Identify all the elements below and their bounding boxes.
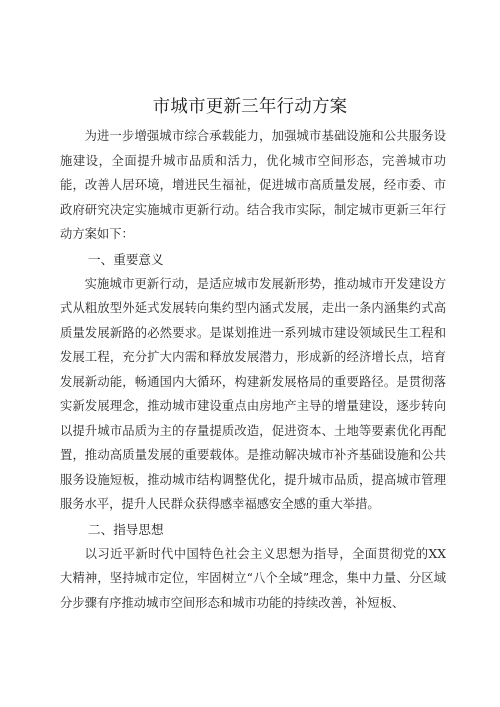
document-body (60, 124, 446, 615)
section-body-significance: 实施城市更新行动，是适应城市发展新形势，推动城市开发建设方式从粗放型外延式发展转向集约型内涵式发展，走出一条内涵集约式高质量发展新路的必然要求。是谋划推进一系列城市建设领域民生工程和发展工程，充分扩大内需和释放发展潜力，形成新的经济增长点，培育发展新动能，畅通国内大循环，构建新发展格局的重要路径。是贯彻落实新发展理念，推动城市建设重点由房地产主导的增量建设，逐步转向以提升城市品质为主的存量提质改造，促进资本、土地等要素优化再配置，推动高质量发展的重要载体。是推动解决城市补齐基础设施和公共服务设施短板，推动城市结构调整优化，提升城市品质，提高城市管理服务水平，提升人民群众获得感幸福感安全感的重大举措。 (60, 276, 446, 511)
section-heading-significance: 一、重要意义 (88, 251, 164, 267)
document-title: 市城市更新三年行动方案 (152, 97, 348, 117)
section-body-guiding-ideology: 以习近平新时代中国特色社会主义思想为指导，全面贯彻党的XX大精神，坚持城市定位，牢固树立“八个全域”理念，集中力量、分区域分步骤有序推动城市空间形态和城市功能的持续改善，补短板、 (60, 546, 446, 610)
section-heading-guiding-ideology: 二、指导思想 (88, 521, 164, 537)
intro-paragraph: 为进一步增强城市综合承载能力，加强城市基础设施和公共服务设施建设，全面提升城市品质和活力，优化城市空间形态，完善城市功能，改善人居环境，增进民生福祉，促进城市高质量发展，经市委、市政府研究决定实施城市更新行动。结合我市实际，制定城市更新三年行动方案如下： (60, 129, 446, 241)
